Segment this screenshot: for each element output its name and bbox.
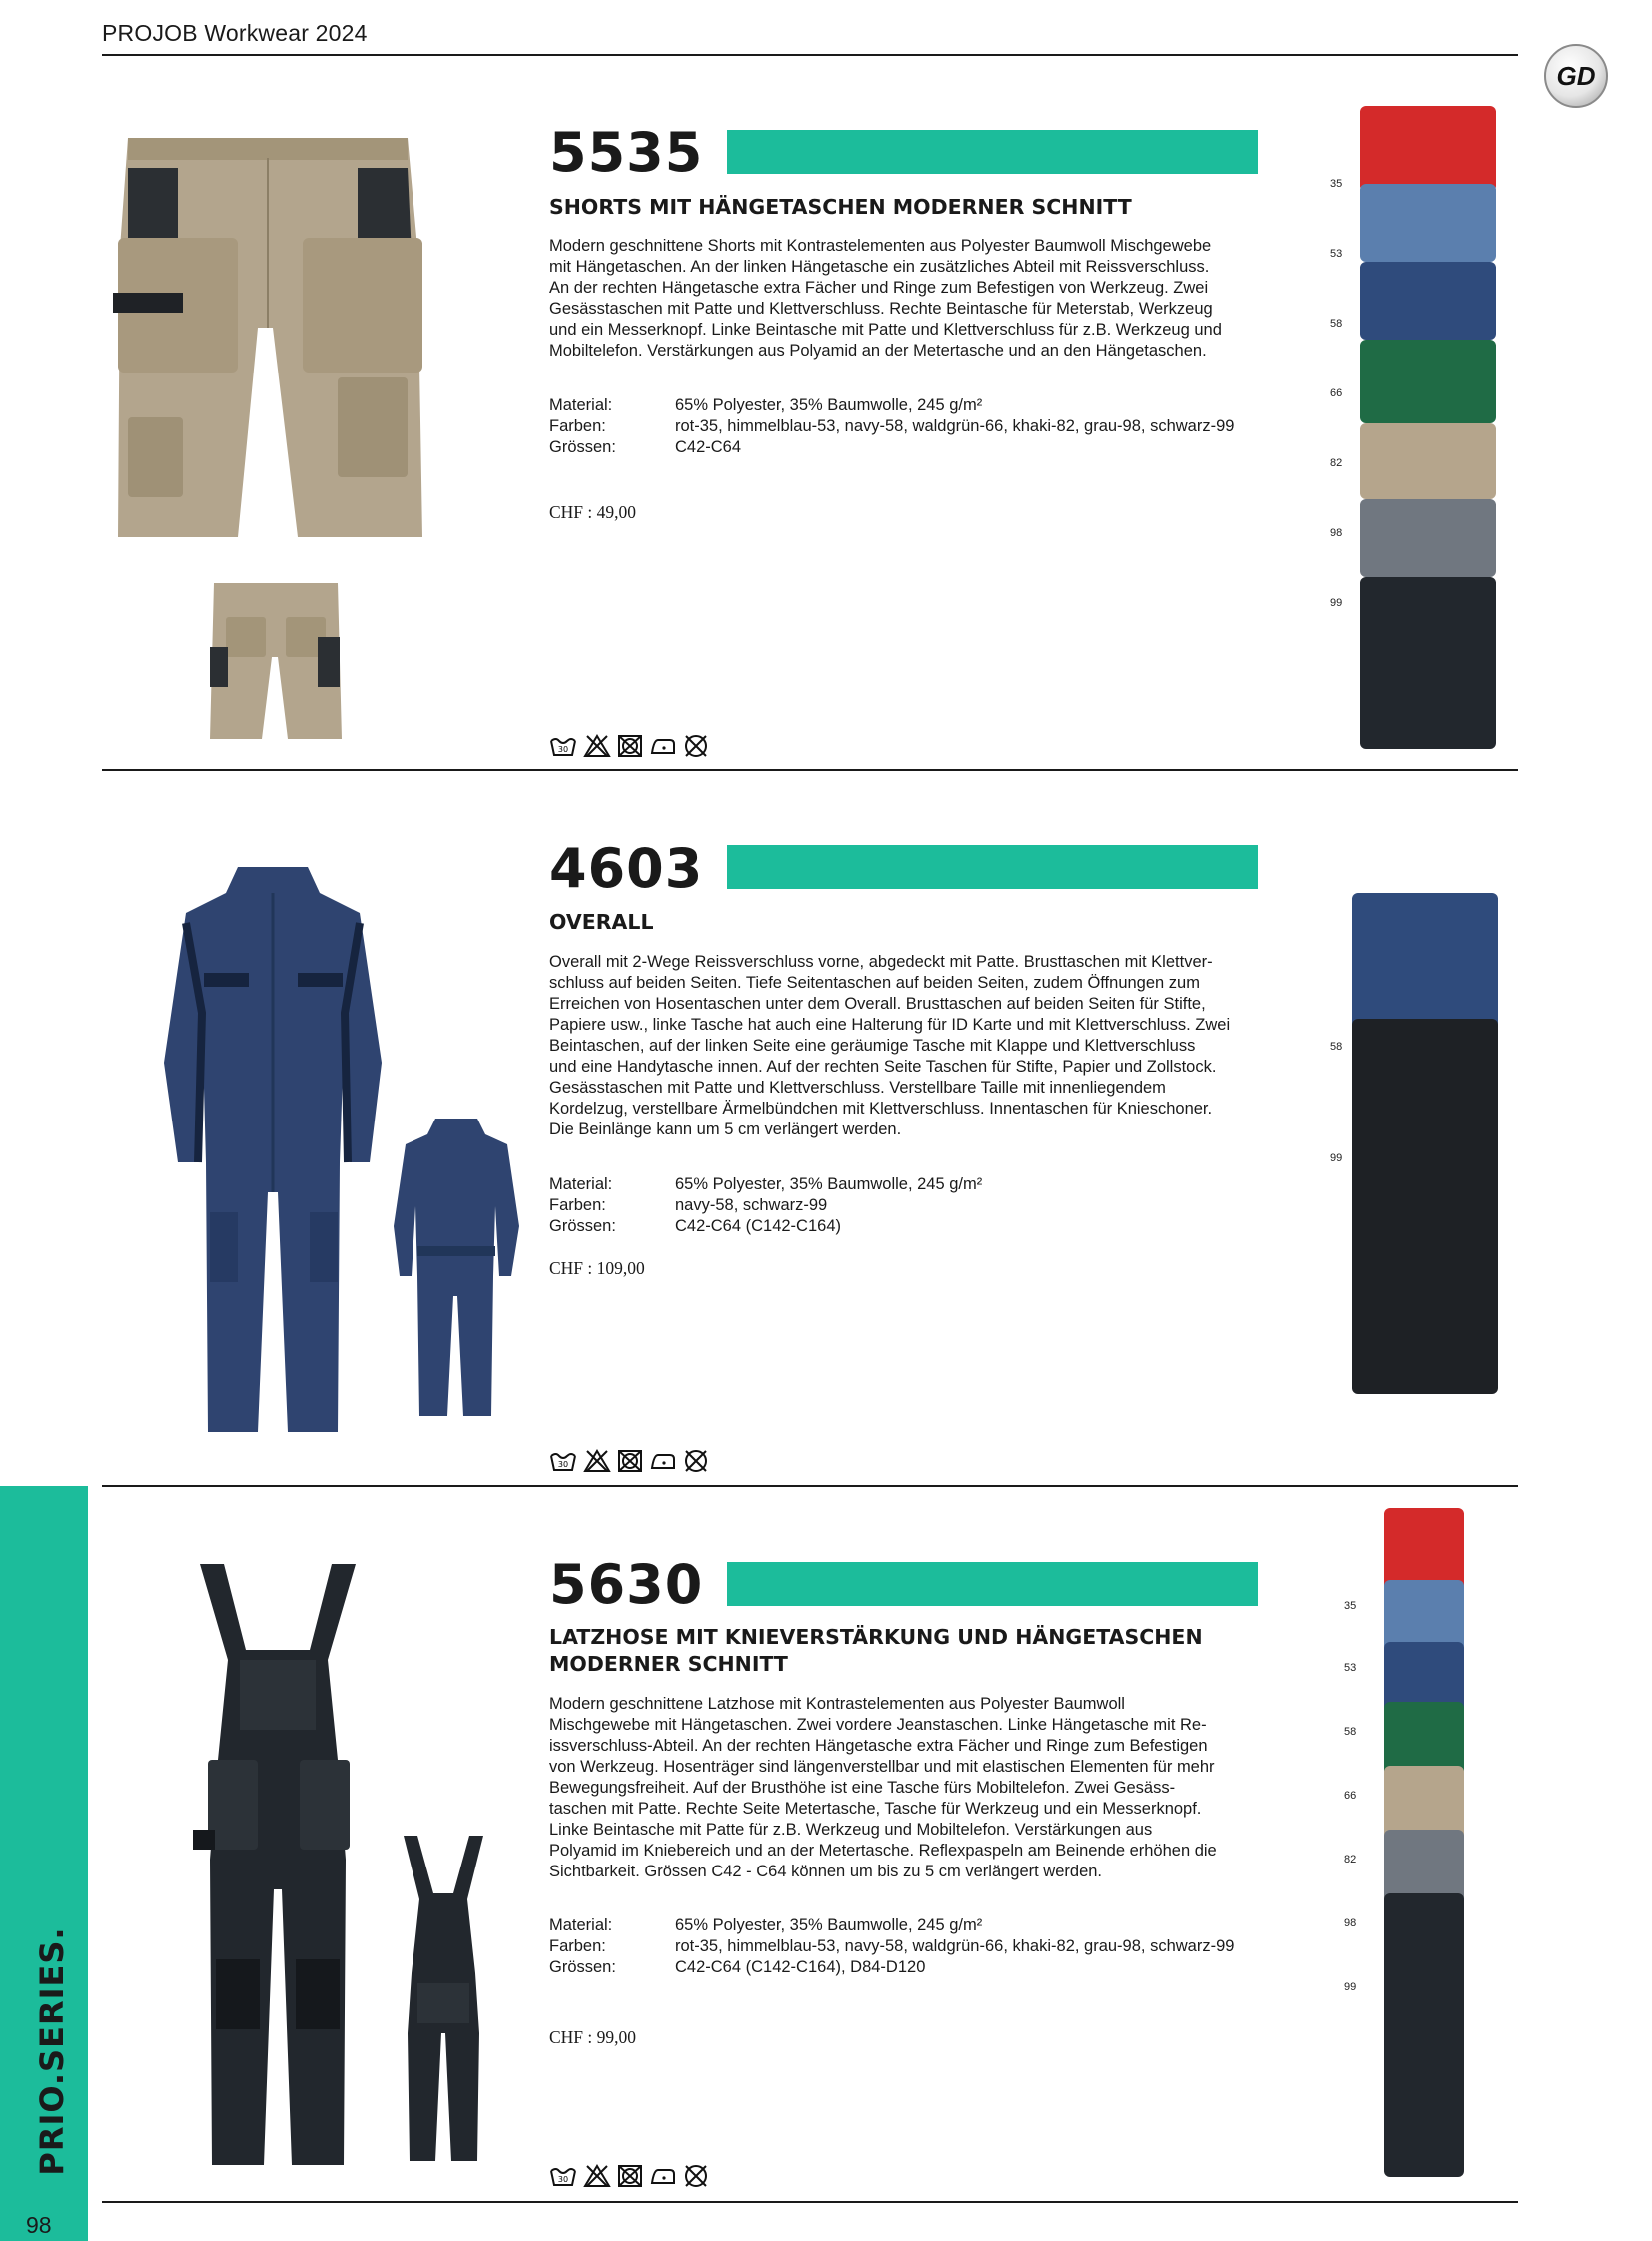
spec-sizes: Grössen: C42-C64 (549, 438, 742, 456)
product-image-shorts-back (206, 577, 346, 745)
spec-colors: Farben: rot-35, himmelblau-53, navy-58, waldgrün-66, khaki-82, grau-98, schwarz-99 (549, 417, 1235, 435)
product-description (549, 236, 1260, 362)
product-image-overall-front (160, 863, 386, 1434)
product-title-line: LATZHOSE MIT KNIEVERSTÄRKUNG UND HÄNGETASCHEN (549, 1625, 1203, 1649)
product-number-bar (727, 130, 1258, 174)
spec-material: Material: 65% Polyester, 35% Baumwolle, 245 g/m² (549, 1916, 983, 1934)
product-price: CHF : 109,00 (549, 1258, 645, 1278)
description-line: Overall mit 2-Wege Reissverschluss vorne, abgedeckt mit Patte. Brusttaschen mit Klettver- (549, 953, 1213, 971)
description-line: Mobiltelefon. Verstärkungen aus Polyamid an der Metertasche und an den Hängetaschen. (549, 342, 1207, 360)
header-divider (102, 54, 1518, 56)
description-line: issverschluss-Abteil. An der rechten Hängetasche extra Fächer und Ringe zum Befestigen (549, 1737, 1208, 1755)
color-swatch (1384, 1766, 1464, 1840)
no-tumble-dry-icon (617, 734, 643, 758)
wash-30-icon (549, 1450, 577, 1472)
description-line: mit Hängetaschen. An der linken Hängetasche ein zusätzliches Abteil mit Reissverschluss. (549, 258, 1210, 276)
product-title-line: OVERALL (549, 910, 654, 934)
spec-sizes: Grössen: C42-C64 (C142-C164) (549, 1217, 841, 1235)
product-title (549, 194, 1132, 221)
no-bleach-icon (583, 2164, 611, 2188)
product-image-overall-back (392, 1117, 521, 1418)
color-swatch (1360, 184, 1496, 262)
description-line: Erreichen von Hosentaschen unter dem Overall. Brusttaschen auf beiden Seiten für Stifte, (549, 995, 1206, 1013)
product-image-bib-overall-front (188, 1560, 368, 2167)
product-price: CHF : 49,00 (549, 502, 637, 522)
product-title-line: MODERNER SCHNITT (549, 1652, 788, 1676)
no-dry-clean-icon (683, 733, 709, 759)
spec-material: Material: 65% Polyester, 35% Baumwolle, 245 g/m² (549, 396, 983, 414)
product-title (549, 909, 654, 936)
catalog-title: PROJOB Workwear 2024 (102, 20, 368, 46)
color-swatch (1360, 340, 1496, 423)
color-code: 98 (1344, 1917, 1357, 1929)
product-number-bar (727, 1562, 1258, 1606)
color-swatch (1384, 1702, 1464, 1776)
description-line: Gesässtaschen mit Patte und Klettverschluss. Verstellbare Taille mit innenliegendem (549, 1079, 1166, 1097)
color-code: 98 (1330, 527, 1343, 539)
description-line: Mischgewebe mit Hängetaschen. Zwei vordere Jeanstaschen. Linke Hängetasche mit Re- (549, 1716, 1207, 1734)
color-swatch (1360, 499, 1496, 577)
svg-text:30: 30 (557, 2175, 569, 2184)
description-line: Sichtbarkeit. Grössen C42 - C64 können um bis zu 5 cm verlängert werden. (549, 1863, 1103, 1880)
wash-30-icon (549, 735, 577, 757)
color-swatch (1352, 1019, 1498, 1394)
product-description (549, 952, 1260, 1140)
color-code: 99 (1330, 1152, 1343, 1164)
product-specs (549, 1915, 1235, 1978)
color-code: 66 (1344, 1790, 1357, 1802)
product-specs (549, 395, 1235, 458)
spec-sizes: Grössen: C42-C64 (C142-C164), D84-D120 (549, 1958, 926, 1976)
description-line: Polyamid im Kniebereich und an der Metertasche. Reflexpaspeln am Beinende erhöhen die (549, 1842, 1217, 1860)
description-line: und ein Messerknopf. Linke Beintasche mit Patte und Klettverschluss für z.B. Werkzeug und (549, 321, 1222, 339)
product-image-bib-overall-back (396, 1834, 491, 2163)
no-dry-clean-icon (683, 2163, 709, 2189)
product-number: 5630 (549, 1553, 704, 1616)
product-description (549, 1694, 1260, 1882)
color-swatch (1360, 577, 1496, 749)
description-line: An der rechten Hängetasche extra Fächer und Ringe zum Befestigen von Werkzeug. Zwei (549, 279, 1209, 297)
no-dry-clean-icon (683, 1448, 709, 1474)
color-code: 58 (1330, 318, 1343, 330)
color-code: 99 (1330, 597, 1343, 609)
spec-material: Material: 65% Polyester, 35% Baumwolle, 245 g/m² (549, 1175, 983, 1193)
no-tumble-dry-icon (617, 2164, 643, 2188)
care-symbols (549, 733, 709, 759)
product-title-line: SHORTS MIT HÄNGETASCHEN MODERNER SCHNITT (549, 195, 1132, 219)
color-swatch (1384, 1893, 1464, 2177)
spec-colors: Farben: navy-58, schwarz-99 (549, 1196, 828, 1214)
description-line: taschen mit Patte. Rechte Seite Metertasche, Tasche für Werkzeug und ein Messerknopf. (549, 1800, 1202, 1818)
description-line: Papiere usw., linke Tasche hat auch eine Halterung für ID Karte und mit Klettverschluss. Zwei (549, 1016, 1231, 1034)
description-line: Bewegungsfreiheit. Auf der Brusthöhe ist eine Tasche fürs Mobiltelefon. Zwei Gesäss- (549, 1779, 1176, 1797)
spec-colors: Farben: rot-35, himmelblau-53, navy-58, waldgrün-66, khaki-82, grau-98, schwarz-99 (549, 1937, 1235, 1955)
color-code: 53 (1344, 1662, 1357, 1674)
description-line: Kordelzug, verstellbare Ärmelbündchen mit Klettverschluss. Innentaschen für Knieschoner. (549, 1100, 1213, 1118)
svg-text:30: 30 (557, 1460, 569, 1469)
iron-low-icon (649, 2166, 677, 2186)
description-line: Beintaschen, auf der linken Seite eine geräumige Tasche mit Klappe und Klettverschluss (549, 1037, 1196, 1055)
description-line: Gesässtaschen mit Patte und Klettverschluss. Rechte Beintasche für Meterstab, Werkzeug (549, 300, 1213, 318)
section-divider (102, 2201, 1518, 2203)
brand-logo: GD (1544, 44, 1608, 108)
color-swatch (1360, 423, 1496, 499)
page-number: 98 (26, 2212, 52, 2238)
series-label: PRIO.SERIES. (33, 1926, 71, 2176)
product-number-bar (727, 845, 1258, 889)
description-line: Modern geschnittene Shorts mit Kontrastelementen aus Polyester Baumwoll Mischgewebe (549, 237, 1212, 255)
svg-text:30: 30 (557, 745, 569, 754)
product-price: CHF : 99,00 (549, 2027, 637, 2047)
color-code: 58 (1330, 1041, 1343, 1053)
description-line: Linke Beintasche mit Patte für z.B. Werkzeug und Mobiltelefon. Verstärkungen aus (549, 1821, 1153, 1839)
section-divider (102, 769, 1518, 771)
wash-30-icon (549, 2165, 577, 2187)
color-code: 99 (1344, 1981, 1357, 1993)
color-code: 66 (1330, 387, 1343, 399)
color-swatch (1360, 262, 1496, 340)
product-number: 4603 (549, 837, 704, 900)
color-swatch (1360, 106, 1496, 192)
product-image-shorts-front (108, 128, 427, 547)
care-symbols (549, 1448, 709, 1474)
care-symbols (549, 2163, 709, 2189)
description-line: Modern geschnittene Latzhose mit Kontrastelementen aus Polyester Baumwoll (549, 1695, 1125, 1713)
product-number: 5535 (549, 121, 704, 184)
color-code: 58 (1344, 1726, 1357, 1738)
color-code: 82 (1330, 457, 1343, 469)
product-specs (549, 1174, 1235, 1237)
iron-low-icon (649, 1451, 677, 1471)
color-code: 82 (1344, 1854, 1357, 1866)
section-divider (102, 1485, 1518, 1487)
color-code: 35 (1344, 1600, 1357, 1612)
description-line: und eine Handytasche innen. Auf der rechten Seite Taschen für Stifte, Papier und Zollstock. (549, 1058, 1217, 1076)
description-line: von Werkzeug. Hosenträger sind längenverstellbar und mit elastischen Elementen für mehr (549, 1758, 1215, 1776)
description-line: Die Beinlänge kann um 5 cm verlängert werden. (549, 1120, 902, 1138)
color-code: 53 (1330, 248, 1343, 260)
product-title (549, 1624, 1203, 1678)
iron-low-icon (649, 736, 677, 756)
description-line: schluss auf beiden Seiten. Tiefe Seitentaschen auf beiden Seiten, zudem Öffnungen zum (549, 974, 1200, 992)
no-tumble-dry-icon (617, 1449, 643, 1473)
color-code: 35 (1330, 178, 1343, 190)
color-swatch (1384, 1830, 1464, 1903)
no-bleach-icon (583, 734, 611, 758)
no-bleach-icon (583, 1449, 611, 1473)
